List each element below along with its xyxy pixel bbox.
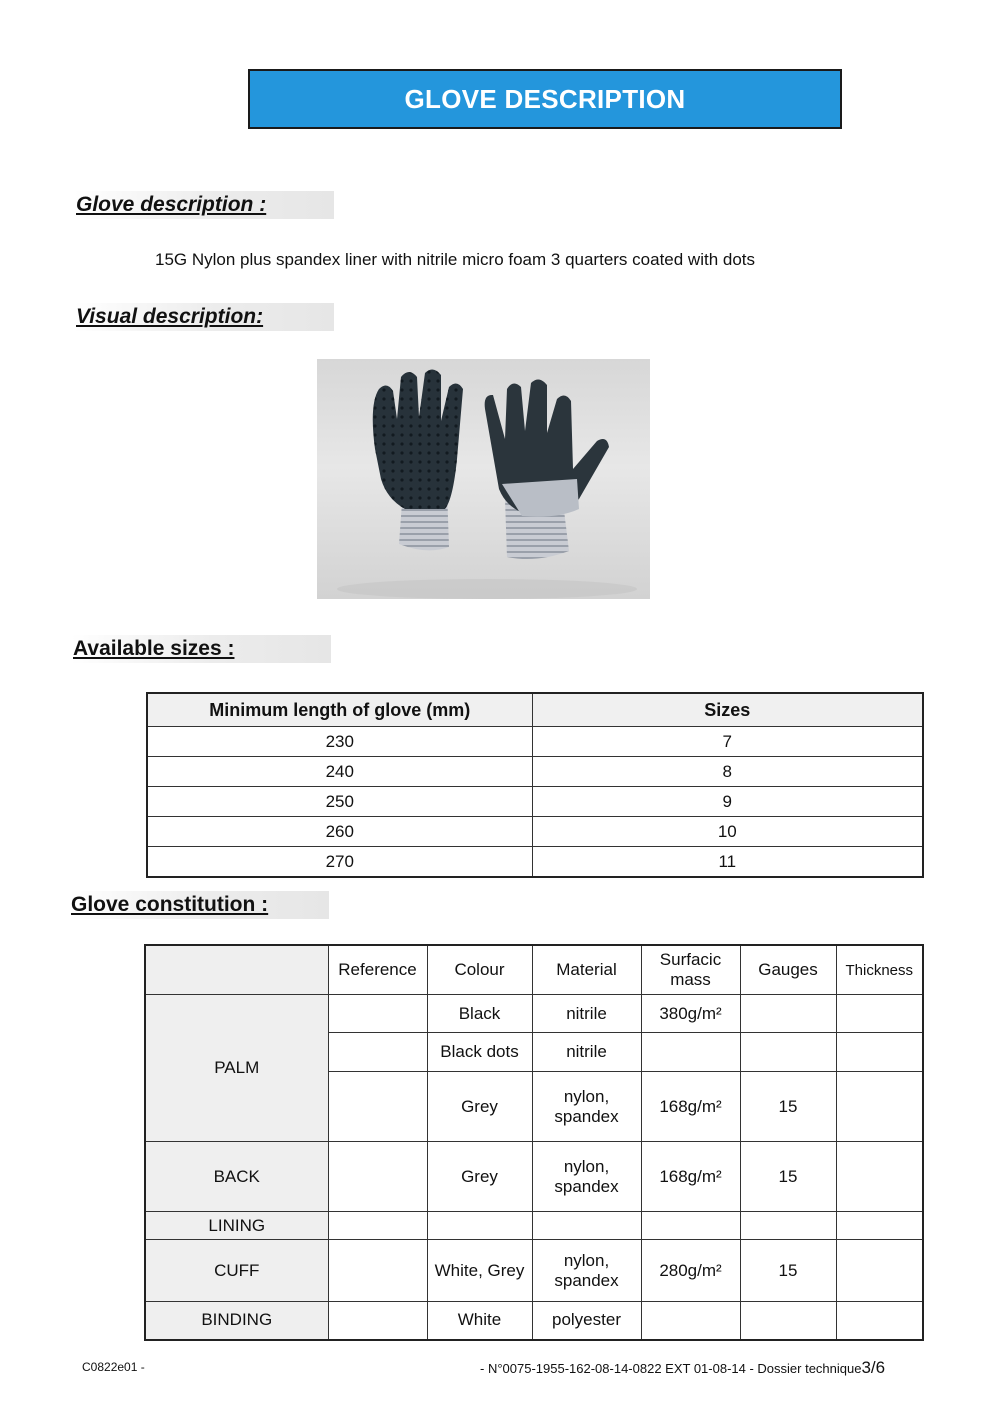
- footer-document-code: C0822e01 -: [82, 1360, 145, 1374]
- size-cell: 10: [532, 817, 923, 847]
- column-header-sizes: Sizes: [532, 693, 923, 727]
- gauges-cell: [740, 1302, 836, 1340]
- thickness-cell: [836, 1240, 923, 1302]
- material-cell: polyester: [532, 1302, 641, 1340]
- thickness-cell: [836, 1302, 923, 1340]
- column-header-thickness: Thickness: [836, 945, 923, 995]
- size-cell: 9: [532, 787, 923, 817]
- column-header-reference: Reference: [328, 945, 427, 995]
- constitution-table: [144, 944, 924, 1341]
- thickness-cell: [836, 1142, 923, 1212]
- material-cell: [532, 1212, 641, 1240]
- visual-description-heading: Visual description:: [74, 303, 334, 331]
- length-cell: 250: [147, 787, 532, 817]
- gauges-cell: [740, 995, 836, 1033]
- material-cell: nylon, spandex: [532, 1072, 641, 1142]
- table-header-row: [147, 693, 923, 727]
- length-cell: 240: [147, 757, 532, 787]
- material-cell: nylon, spandex: [532, 1240, 641, 1302]
- length-cell: 230: [147, 727, 532, 757]
- gauges-cell: 15: [740, 1072, 836, 1142]
- gauges-cell: [740, 1033, 836, 1072]
- colour-cell: White: [427, 1302, 532, 1340]
- material-cell: nitrile: [532, 995, 641, 1033]
- thickness-cell: [836, 1212, 923, 1240]
- material-cell: nylon, spandex: [532, 1142, 641, 1212]
- thickness-cell: [836, 1072, 923, 1142]
- column-header-surfacic-mass: Surfacic mass: [641, 945, 740, 995]
- mass-cell: [641, 1033, 740, 1072]
- colour-cell: Grey: [427, 1142, 532, 1212]
- footer-reference-text: - N°0075-1955-162-08-14-0822 EXT 01-08-14 - Dossier technique: [480, 1361, 862, 1376]
- part-label-cuff: CUFF: [145, 1240, 328, 1302]
- colour-cell: Black: [427, 995, 532, 1033]
- table-row: [145, 1240, 923, 1302]
- table-header-row: [145, 945, 923, 995]
- column-header-length: Minimum length of glove (mm): [147, 693, 532, 727]
- part-label-back: BACK: [145, 1142, 328, 1212]
- table-row: [147, 817, 923, 847]
- size-cell: 8: [532, 757, 923, 787]
- reference-cell: [328, 1072, 427, 1142]
- colour-cell: White, Grey: [427, 1240, 532, 1302]
- page-number: 3/6: [861, 1358, 886, 1377]
- gauges-cell: [740, 1212, 836, 1240]
- part-label-palm: PALM: [145, 995, 328, 1142]
- glove-description-text: 15G Nylon plus spandex liner with nitrile micro foam 3 quarters coated with dots: [155, 250, 756, 269]
- column-header-material: Material: [532, 945, 641, 995]
- reference-cell: [328, 1240, 427, 1302]
- reference-cell: [328, 995, 427, 1033]
- reference-cell: [328, 1212, 427, 1240]
- length-cell: 270: [147, 847, 532, 878]
- size-cell: 11: [532, 847, 923, 878]
- thickness-cell: [836, 995, 923, 1033]
- gauges-cell: 15: [740, 1240, 836, 1302]
- gloves-image: [317, 359, 650, 599]
- mass-cell: [641, 1212, 740, 1240]
- table-row: [145, 1142, 923, 1212]
- glove-description-heading: Glove description :: [74, 191, 334, 219]
- page-title: GLOVE DESCRIPTION: [248, 69, 842, 129]
- sizes-table: [146, 692, 924, 878]
- gauges-cell: 15: [740, 1142, 836, 1212]
- reference-cell: [328, 1302, 427, 1340]
- table-row: [147, 727, 923, 757]
- mass-cell: [641, 1302, 740, 1340]
- column-header-colour: Colour: [427, 945, 532, 995]
- reference-cell: [328, 1033, 427, 1072]
- mass-cell: 168g/m²: [641, 1142, 740, 1212]
- available-sizes-heading: Available sizes :: [71, 635, 331, 663]
- length-cell: 260: [147, 817, 532, 847]
- glove-photo: [317, 359, 650, 599]
- part-header-cell: [145, 945, 328, 995]
- reference-cell: [328, 1142, 427, 1212]
- table-row: [147, 757, 923, 787]
- size-cell: 7: [532, 727, 923, 757]
- table-row: [145, 995, 923, 1033]
- glove-constitution-heading: Glove constitution :: [69, 891, 329, 919]
- mass-cell: 280g/m²: [641, 1240, 740, 1302]
- part-label-binding: BINDING: [145, 1302, 328, 1340]
- material-cell: nitrile: [532, 1033, 641, 1072]
- part-label-lining: LINING: [145, 1212, 328, 1240]
- colour-cell: Grey: [427, 1072, 532, 1142]
- thickness-cell: [836, 1033, 923, 1072]
- colour-cell: [427, 1212, 532, 1240]
- column-header-gauges: Gauges: [740, 945, 836, 995]
- colour-cell: Black dots: [427, 1033, 532, 1072]
- table-row: [147, 847, 923, 878]
- table-row: [145, 1302, 923, 1340]
- mass-cell: 168g/m²: [641, 1072, 740, 1142]
- mass-cell: 380g/m²: [641, 995, 740, 1033]
- footer-reference: [480, 1358, 885, 1378]
- table-row: [145, 1212, 923, 1240]
- table-row: [147, 787, 923, 817]
